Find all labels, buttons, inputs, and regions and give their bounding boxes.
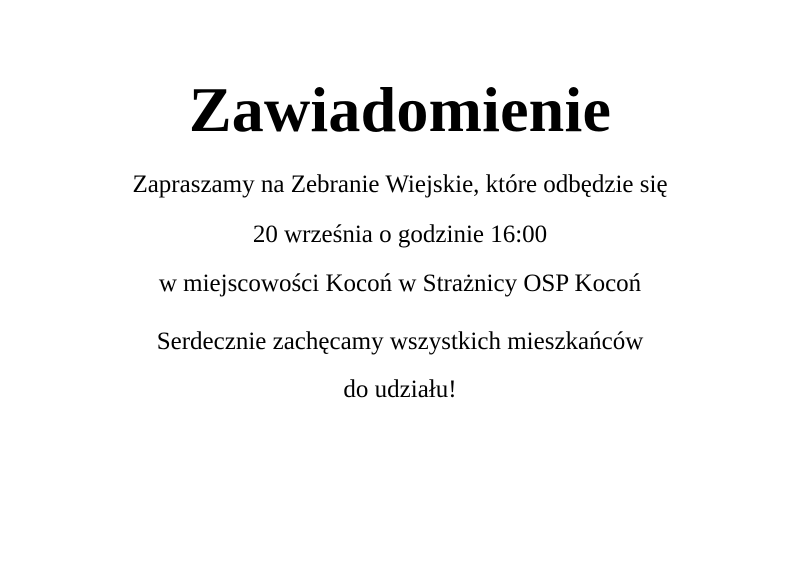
- notice-line-closing: do udziału!: [343, 376, 457, 403]
- notice-line-encouragement: Serdecznie zachęcamy wszystkich mieszkańców: [156, 328, 644, 355]
- notice-line-location: w miejscowości Kocoń w Strażnicy OSP Kocoń: [158, 270, 642, 297]
- notice-line-invitation: Zapraszamy na Zebranie Wiejskie, które odbędzie się: [132, 171, 668, 198]
- notice-line-date-time: 20 września o godzinie 16:00: [252, 221, 548, 248]
- notice-title: Zawiadomienie: [188, 74, 612, 145]
